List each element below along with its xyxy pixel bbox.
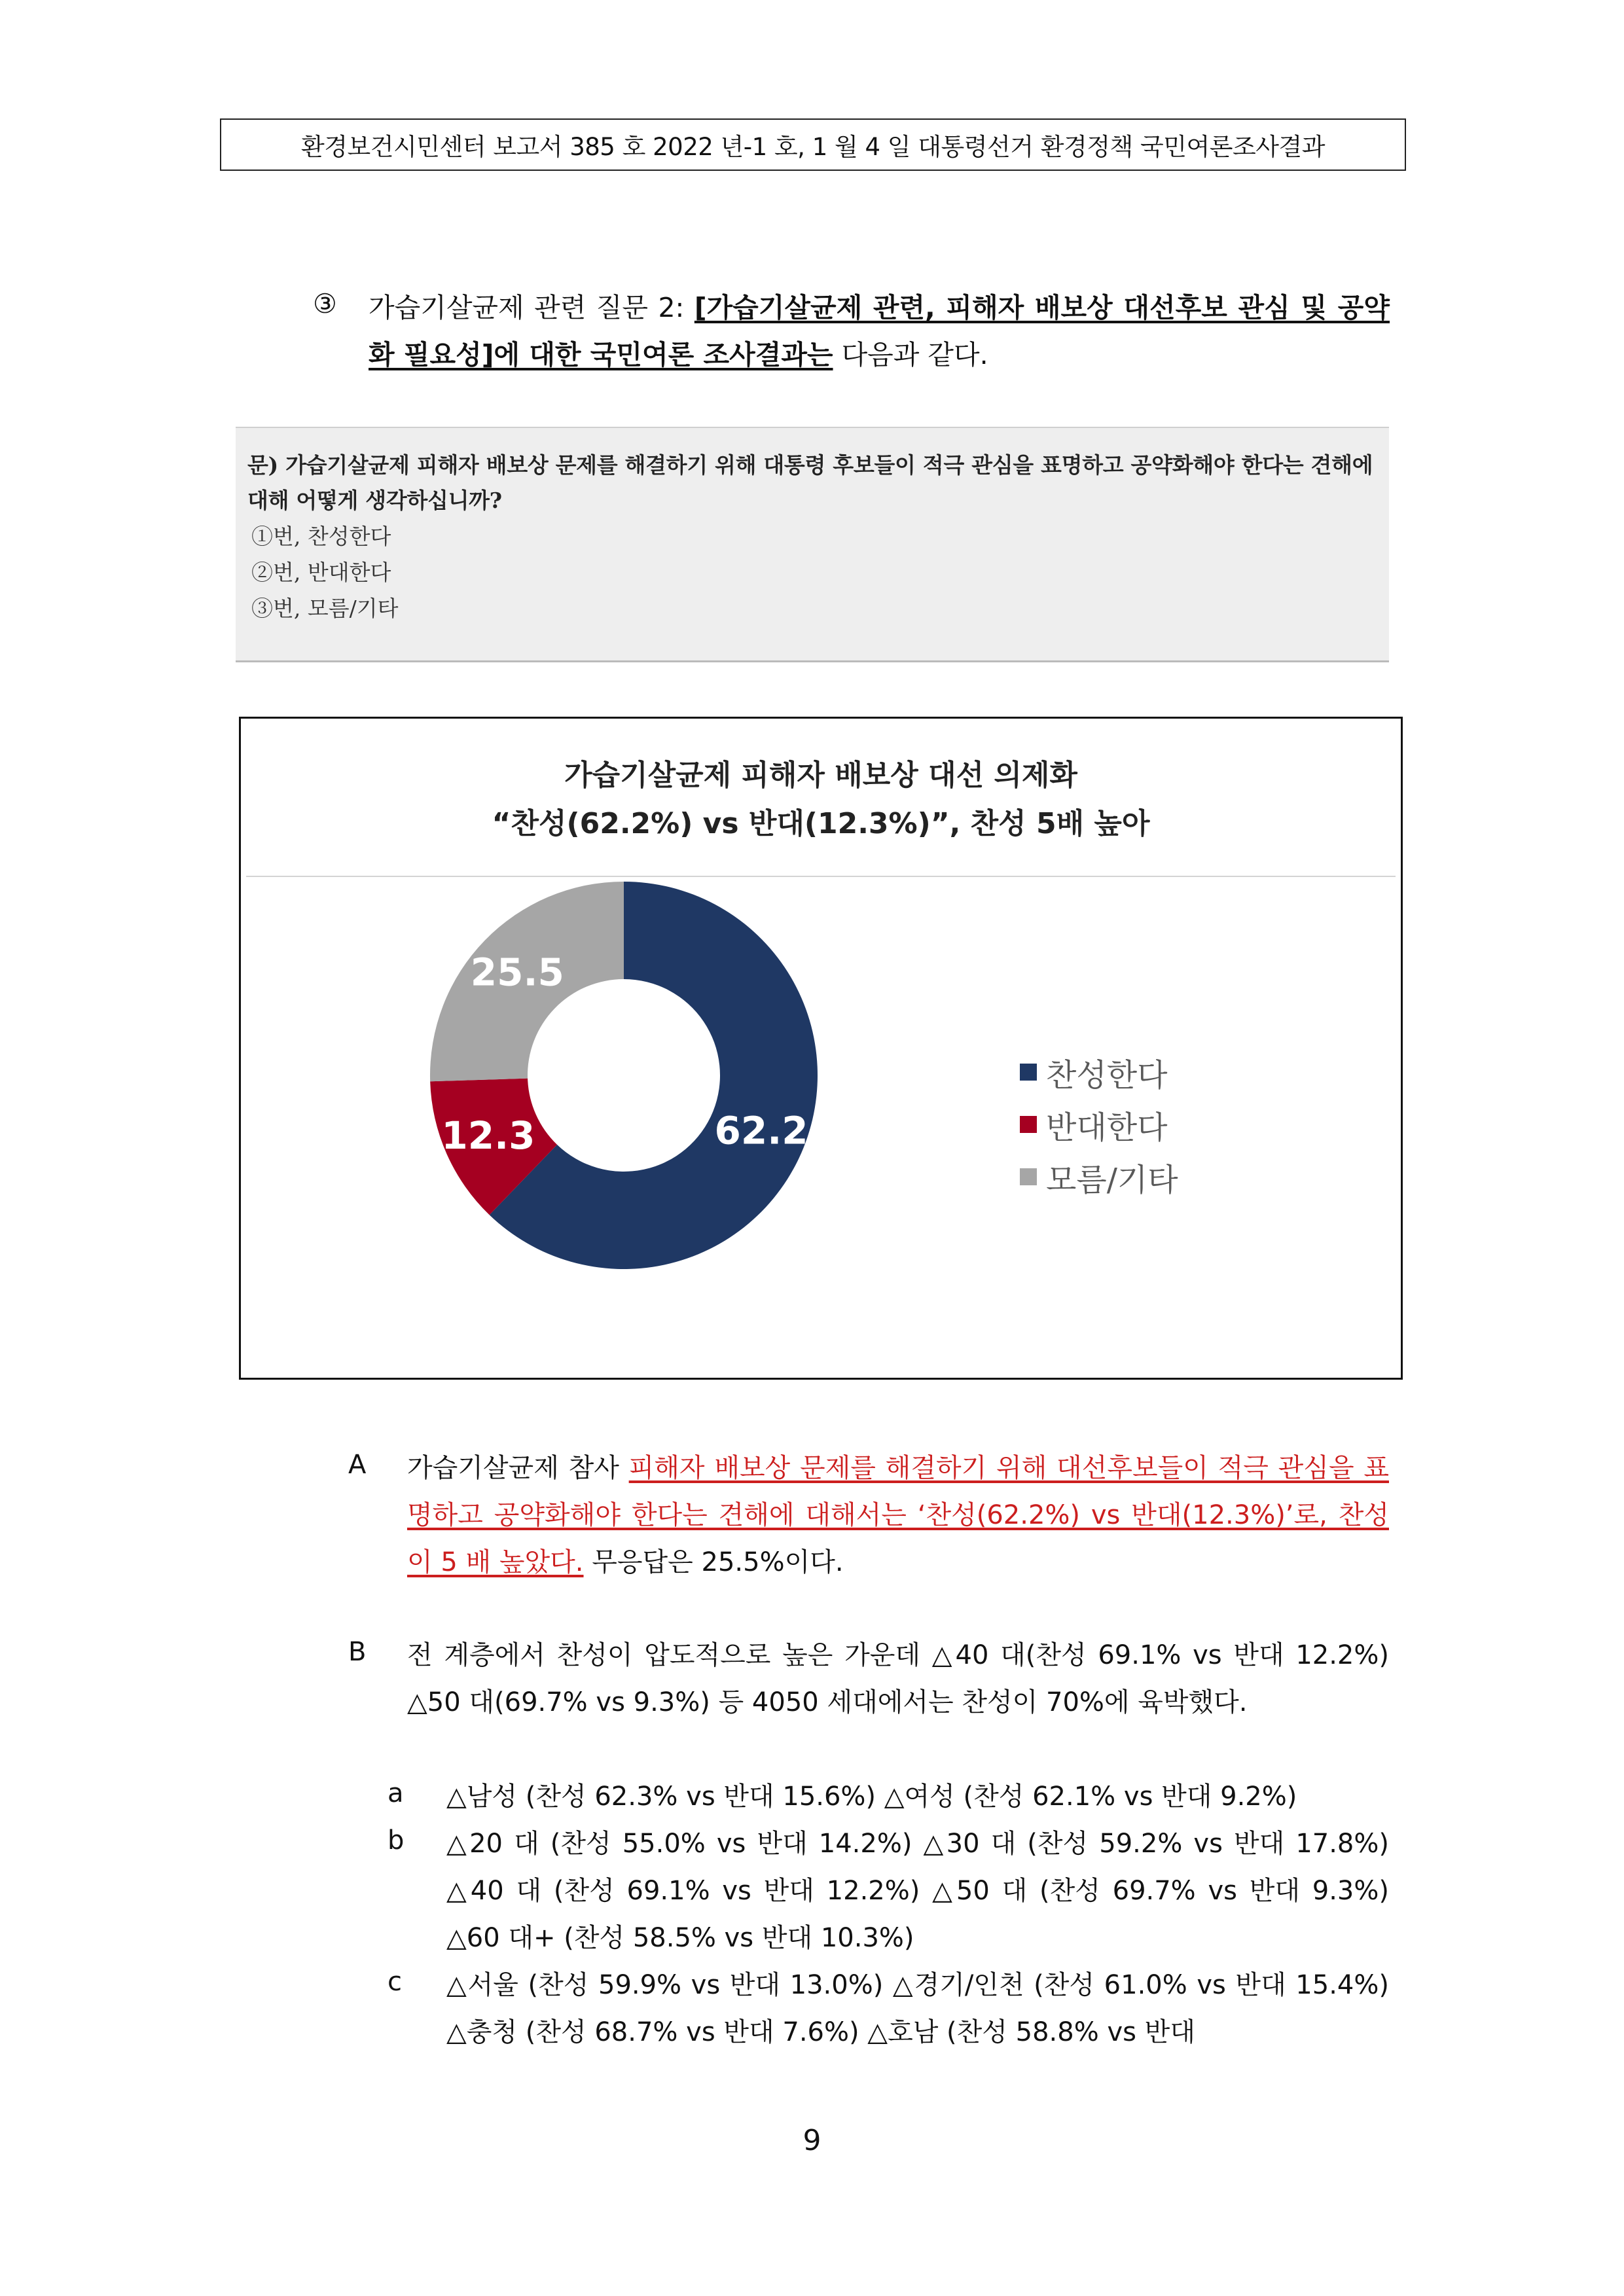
sub-a-letter: a — [388, 1778, 404, 1808]
legend-label-disagree: 반대한다 — [1046, 1109, 1168, 1146]
paragraph-a-letter: A — [348, 1450, 367, 1480]
legend-swatch-disagree — [1020, 1116, 1037, 1133]
chart-title-line2: “찬성(62.2%) vs 반대(12.3%)”, 찬성 5배 높아 — [492, 807, 1150, 840]
sub-b-letter: b — [388, 1825, 405, 1856]
survey-option-2: ②번, 반대한다 — [251, 560, 391, 585]
survey-question: 문) 가습기살균제 피해자 배보상 문제를 해결하기 위해 대통령 후보들이 적극 관심을 표명하고 공약화해야 한다는 견해에 대해 어떻게 생각하십니까? — [247, 452, 1373, 513]
sub-c-letter: c — [388, 1967, 402, 1997]
slice-label-disagree: 12.3 — [441, 1113, 535, 1158]
paragraph-a-plain1: 가습기살균제 참사 — [407, 1453, 629, 1483]
question-suffix: 다음과 같다. — [833, 339, 988, 370]
slice-label-agree: 62.2 — [714, 1108, 808, 1153]
survey-option-1: ①번, 찬성한다 — [251, 524, 391, 549]
legend-swatch-agree — [1020, 1064, 1037, 1081]
donut-chart — [241, 719, 1405, 1382]
paragraph-a — [407, 1444, 1389, 1586]
page-number: 9 — [803, 2124, 821, 2157]
legend-item-unknown — [1020, 1151, 1178, 1203]
sub-c: △서울 (찬성 59.9% vs 반대 13.0%) △경기/인천 (찬성 61.0% vs 반대 15.4%) △충청 (찬성 68.7% vs 반대 7.6%) △호남 (찬성 58.8% vs 반대 — [446, 1970, 1389, 2047]
question-prefix: 가습기살균제 관련 질문 2: — [369, 292, 695, 323]
slice-label-unknown: 25.5 — [470, 950, 564, 995]
legend-item-agree — [1020, 1046, 1178, 1098]
chart-title-line1: 가습기살균제 피해자 배보상 대선 의제화 — [564, 759, 1077, 792]
legend-label-unknown: 모름/기타 — [1046, 1161, 1178, 1198]
legend-item-disagree — [1020, 1098, 1178, 1151]
paragraph-b-letter: B — [348, 1637, 367, 1667]
legend-swatch-unknown — [1020, 1168, 1037, 1185]
paragraph-b: 전 계층에서 찬성이 압도적으로 높은 가운데 △40 대(찬성 69.1% vs 반대 12.2%) △50 대(69.7% vs 9.3%) 등 4050 세대에서는 찬성이 70%에 육박했다. — [407, 1640, 1389, 1717]
report-header: 환경보건시민센터 보고서 385 호 2022 년-1 호, 1 월 4 일 대통령선거 환경정책 국민여론조사결과 — [220, 118, 1406, 171]
sub-a: △남성 (찬성 62.3% vs 반대 15.6%) △여성 (찬성 62.1% vs 반대 9.2%) — [446, 1782, 1297, 1812]
survey-option-3: ③번, 모름/기타 — [251, 596, 399, 621]
survey-box — [236, 427, 1389, 662]
paragraph-a-highlight: 피해자 배보상 문제를 해결하기 위해 대선후보들이 적극 관심을 표명하고 공약화해야 한다는 견해에 대해서는 ‘찬성(62.2%) vs 반대(12.3%)’로, 찬성이 5 배 높았다. — [407, 1453, 1389, 1577]
question-text — [369, 284, 1390, 378]
legend-label-agree: 찬성한다 — [1046, 1056, 1168, 1094]
sub-b: △20 대 (찬성 55.0% vs 반대 14.2%) △30 대 (찬성 59.2% vs 반대 17.8%) △40 대 (찬성 69.1% vs 반대 12.2%) △50 대 (찬성 69.7% vs 반대 9.3%) △60 대+ (찬성 58.5% vs 반대 10.3%) — [446, 1829, 1389, 1953]
chart-legend — [1020, 1046, 1178, 1203]
chart-box — [239, 717, 1403, 1380]
question-number: ③ — [313, 288, 337, 319]
question-bold: [가습기살균제 관련, 피해자 배보상 대선후보 관심 및 공약화 필요성]에 대한 국민여론 조사결과는 — [369, 292, 1390, 370]
paragraph-a-plain2: 무응답은 25.5%이다. — [583, 1547, 844, 1577]
